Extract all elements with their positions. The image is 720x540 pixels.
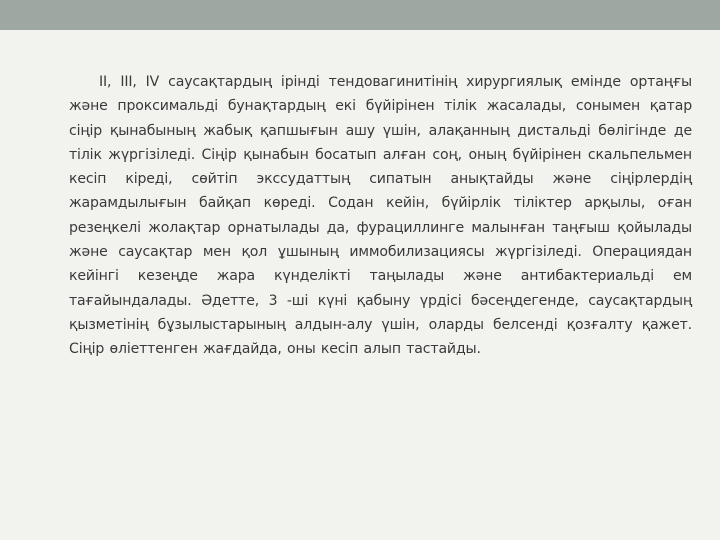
slide-text-body — [69, 70, 692, 362]
body-paragraph: II, III, IV саусақтардың ірінді тендовагинитінің хирургиялық емінде ортаңғы және проксимальді бунақтардың екі бүйірінен тілік жасалады, сонымен қатар сіңір қынабының жабық қапшығын ашу үшін, алақанның дистальді бөлігінде де тілік жүргізіледі. Сіңір қынабын босатып алған соң, оның бүйірінен скальпельмен кесіп кіреді, сөйтіп экссудаттың сипатын анықтайды және сіңірлердің жарамдылығын байқап көреді. Содан кейін, бүйірлік тіліктер арқылы, оған резеңкелі жолақтар орнатылады да, фурациллинге малынған таңғыш қойылады және саусақтар мен қол ұшының иммобилизациясы жүргізіледі. Операциядан кейінгі кезеңде жара күнделікті таңылады және антибактериальді ем тағайындалады. Әдетте, 3 -ші күні қабыну үрдісі бәсеңдегенде, саусақтардың қызметінің бұзылыстарының алдын-алу үшін, оларды белсенді қозғалту қажет. Сіңір өліеттенген жағдайда, оны кесіп алып тастайды. — [69, 74, 692, 358]
top-banner — [0, 0, 720, 30]
